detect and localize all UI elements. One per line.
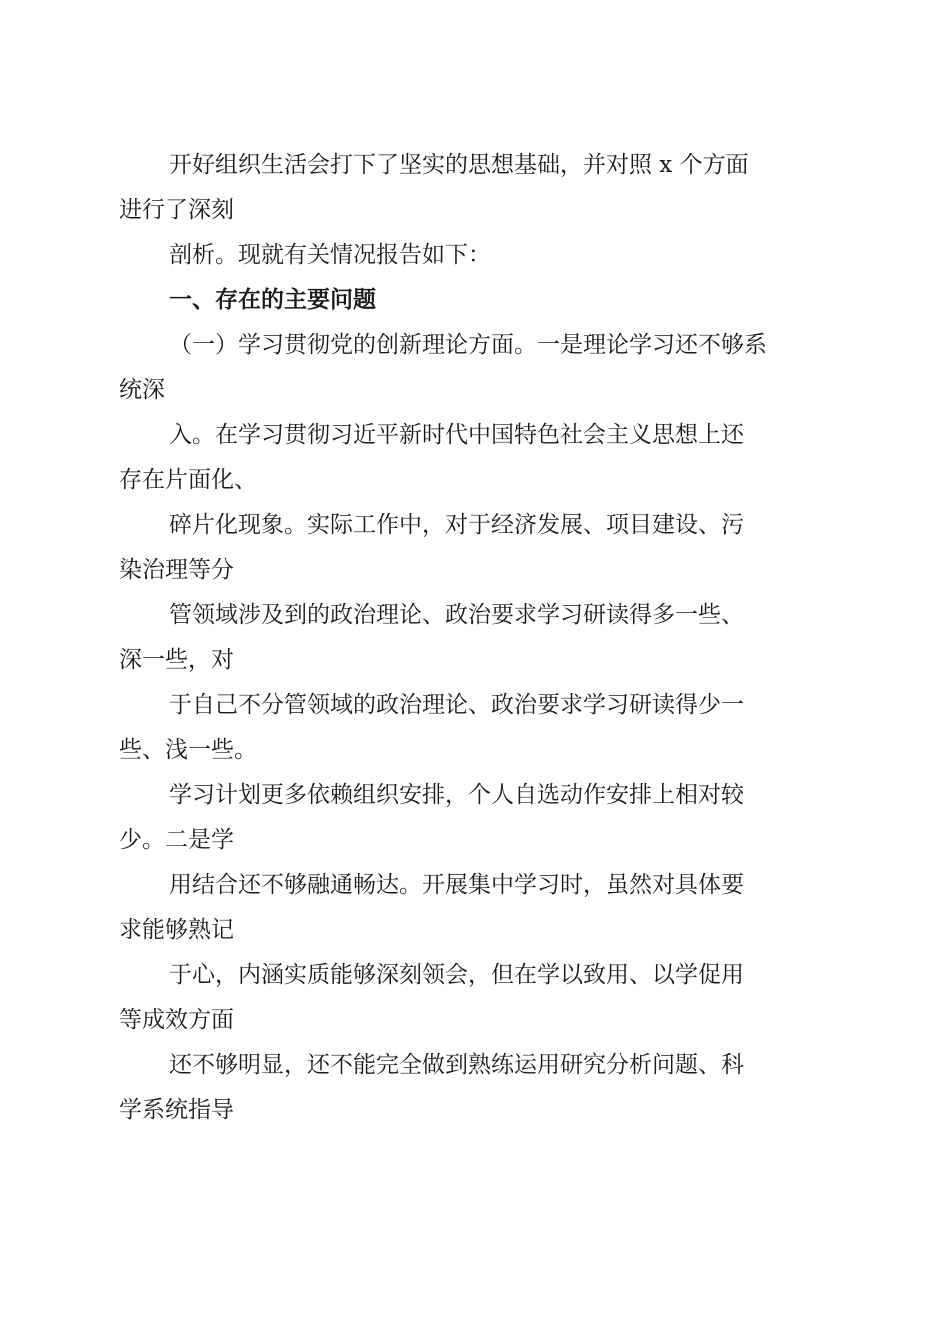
paragraph-line: 于自己不分管领域的政治理论、政治要求学习研读得少一 [169,692,744,718]
paragraph-line: 存在片面化、 [119,467,257,493]
paragraph-line: 些、浅一些。 [119,737,257,763]
paragraph-line: 等成效方面 [119,1007,234,1033]
paragraph-line: 学系统指导 [119,1097,234,1123]
paragraph-line: 用结合还不够融通畅达。开展集中学习时，虽然对具体要 [169,872,744,898]
subsection-line: （一）学习贯彻党的创新理论方面。一是理论学习还不够系 [169,332,767,358]
paragraph-line: 还不够明显，还不能完全做到熟练运用研究分析问题、科 [169,1052,744,1078]
paragraph-line: 求能够熟记 [119,917,234,943]
paragraph-line: 开好组织生活会打下了坚实的思想基础，并对照 x 个方面 [169,152,749,178]
paragraph-line: 深一些，对 [119,647,234,673]
paragraph-line: 剖析。现就有关情况报告如下： [169,242,491,268]
paragraph-line: 进行了深刻 [119,197,234,223]
section-heading: 一、存在的主要问题 [169,287,376,313]
paragraph-line: 入。在学习贯彻习近平新时代中国特色社会主义思想上还 [169,422,744,448]
paragraph-line: 碎片化现象。实际工作中，对于经济发展、项目建设、污 [169,512,744,538]
paragraph-line: 于心，内涵实质能够深刻领会，但在学以致用、以学促用 [169,962,744,988]
paragraph-line: 管领域涉及到的政治理论、政治要求学习研读得多一些、 [169,602,744,628]
paragraph-line: 统深 [119,377,165,403]
paragraph-line: 少。二是学 [119,827,234,853]
paragraph-line: 染治理等分 [119,557,234,583]
paragraph-line: 学习计划更多依赖组织安排，个人自选动作安排上相对较 [169,782,744,808]
document-body [119,143,829,1133]
